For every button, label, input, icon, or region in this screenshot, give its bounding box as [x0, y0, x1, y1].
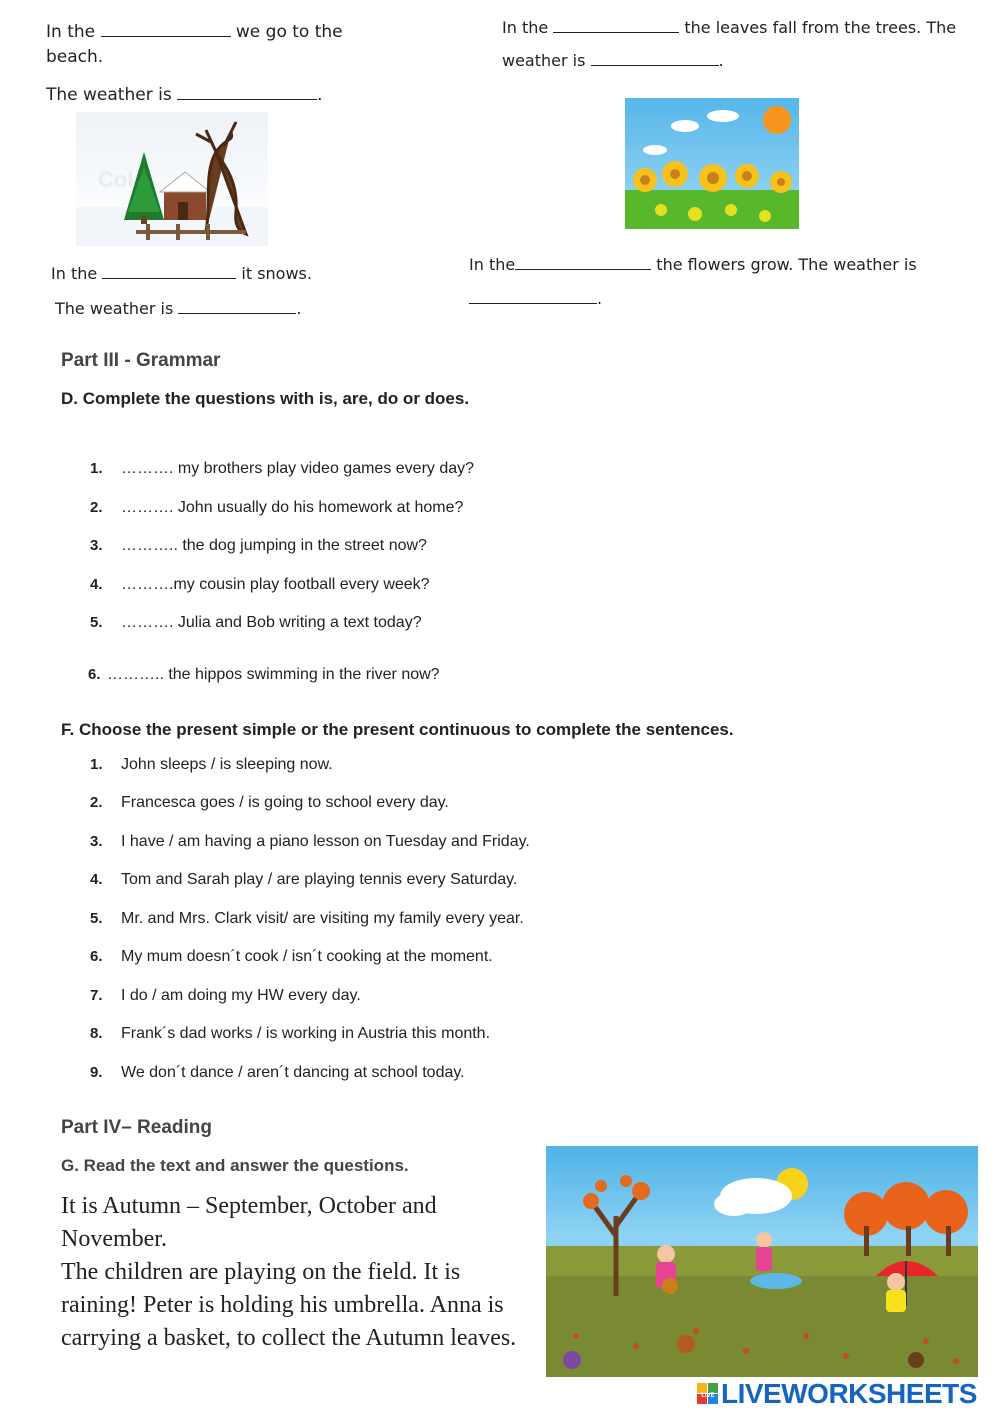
summer-weather-sentence: The weather is . — [46, 85, 323, 105]
list-item — [0, 1025, 1000, 1047]
list-item — [0, 499, 1000, 521]
list-item — [0, 871, 1000, 893]
autumn-sentence — [502, 18, 956, 37]
item-text[interactable]: Francesca goes / is going to school every day. — [121, 794, 449, 811]
item-number: 7. — [90, 987, 103, 1004]
item-number: 6. — [90, 948, 103, 965]
list-item — [0, 460, 1000, 482]
brand-mark-icon — [697, 1383, 719, 1405]
item-text[interactable]: ………. Julia and Bob writing a text today? — [121, 614, 422, 631]
item-number: 2. — [90, 794, 103, 811]
spring-weather-line: . — [469, 289, 602, 308]
item-text[interactable]: John sleeps / is sleeping now. — [121, 756, 333, 773]
spring-flowers-image — [625, 98, 799, 229]
winter-text-a: In the — [51, 264, 98, 283]
item-number: 4. — [90, 871, 103, 888]
summer-weather-blank[interactable] — [177, 98, 317, 100]
item-number: 5. — [90, 614, 103, 631]
summer-text-a: In the — [46, 22, 96, 42]
winter-cabin-image — [76, 112, 268, 246]
list-item — [0, 948, 1000, 970]
item-number: 6. — [88, 666, 101, 683]
item-number: 8. — [90, 1025, 103, 1042]
item-text[interactable]: ……….. the hippos swimming in the river now? — [107, 666, 440, 683]
brand-text: LIVEWORKSHEETS — [721, 1378, 977, 1409]
winter-text-b: it snows. — [241, 264, 312, 283]
item-number: 4. — [90, 576, 103, 593]
winter-weather-blank[interactable] — [178, 312, 296, 314]
autumn-scene-image — [546, 1146, 978, 1377]
item-number: 9. — [90, 1064, 103, 1081]
spring-weather-blank[interactable] — [469, 302, 597, 304]
summer-sentence — [46, 22, 343, 42]
list-item — [0, 794, 1000, 816]
list-item — [0, 987, 1000, 1009]
item-number: 1. — [90, 460, 103, 477]
reading-line: raining! Peter is holding his umbrella. Anna is — [61, 1292, 504, 1318]
list-item — [0, 666, 1000, 688]
liveworksheets-logo — [697, 1378, 977, 1409]
item-text[interactable]: ……….my cousin play football every week? — [121, 576, 430, 593]
autumn-text-b: the leaves fall from the trees. The — [684, 18, 957, 37]
exercise-d-instruction: D. Complete the questions with is, are, do or does. — [61, 389, 470, 408]
exercise-f-instruction: F. Choose the present simple or the present continuous to complete the sentences. — [61, 720, 734, 739]
summer-weather-text: The weather is — [46, 85, 172, 105]
item-text[interactable]: We don´t dance / aren´t dancing at school today. — [121, 1064, 465, 1081]
list-item — [0, 833, 1000, 855]
part3-title: Part III - Grammar — [61, 350, 221, 371]
item-text[interactable]: Tom and Sarah play / are playing tennis every Saturday. — [121, 871, 518, 888]
list-item — [0, 537, 1000, 559]
item-text[interactable]: My mum doesn´t cook / isn´t cooking at the moment. — [121, 948, 493, 965]
part4-title: Part IV– Reading — [61, 1117, 212, 1138]
item-number: 3. — [90, 833, 103, 850]
summer-text-b: we go to the — [235, 22, 343, 42]
list-item — [0, 756, 1000, 778]
spring-blank[interactable] — [515, 268, 651, 270]
autumn-text-a: In the — [502, 18, 549, 37]
item-text[interactable]: ……….. the dog jumping in the street now? — [121, 537, 427, 554]
list-item — [0, 1064, 1000, 1086]
reading-passage — [61, 1190, 536, 1355]
list-item — [0, 910, 1000, 932]
reading-line: It is Autumn – September, October and — [61, 1193, 437, 1219]
item-text[interactable]: ………. my brothers play video games every day? — [121, 460, 475, 477]
spring-text-b: the flowers grow. The weather is — [656, 255, 917, 274]
list-item — [0, 614, 1000, 636]
item-number: 5. — [90, 910, 103, 927]
autumn-weather-blank[interactable] — [591, 64, 719, 66]
spring-text-a: In the — [469, 255, 516, 274]
autumn-weather-text: weather is — [502, 51, 586, 70]
winter-weather-sentence: The weather is . — [55, 299, 302, 318]
summer-line2: beach. — [46, 47, 104, 67]
reading-line: The children are playing on the field. It is — [61, 1259, 461, 1285]
winter-sentence — [51, 264, 312, 283]
winter-image-watermark: Col — [98, 167, 134, 192]
item-text[interactable]: ………. John usually do his homework at home? — [121, 499, 464, 516]
item-text[interactable]: Mr. and Mrs. Clark visit/ are visiting my family every year. — [121, 910, 524, 927]
reading-line: November. — [61, 1226, 167, 1252]
list-item — [0, 576, 1000, 598]
item-number: 3. — [90, 537, 103, 554]
summer-blank[interactable] — [101, 35, 231, 37]
autumn-blank[interactable] — [553, 31, 679, 33]
winter-blank[interactable] — [102, 277, 236, 279]
spring-sentence — [469, 255, 917, 274]
autumn-weather-sentence: weather is . — [502, 51, 724, 70]
exercise-g-instruction: G. Read the text and answer the questions. — [61, 1156, 409, 1175]
reading-line: carrying a basket, to collect the Autumn leaves. — [61, 1325, 517, 1351]
item-number: 2. — [90, 499, 103, 516]
brand-mark-text: LIVE — [701, 1393, 715, 1399]
item-number: 1. — [90, 756, 103, 773]
winter-weather-text: The weather is — [55, 299, 174, 318]
item-text[interactable]: I do / am doing my HW every day. — [121, 987, 361, 1004]
item-text[interactable]: Frank´s dad works / is working in Austria this month. — [121, 1025, 491, 1042]
item-text[interactable]: I have / am having a piano lesson on Tuesday and Friday. — [121, 833, 530, 850]
